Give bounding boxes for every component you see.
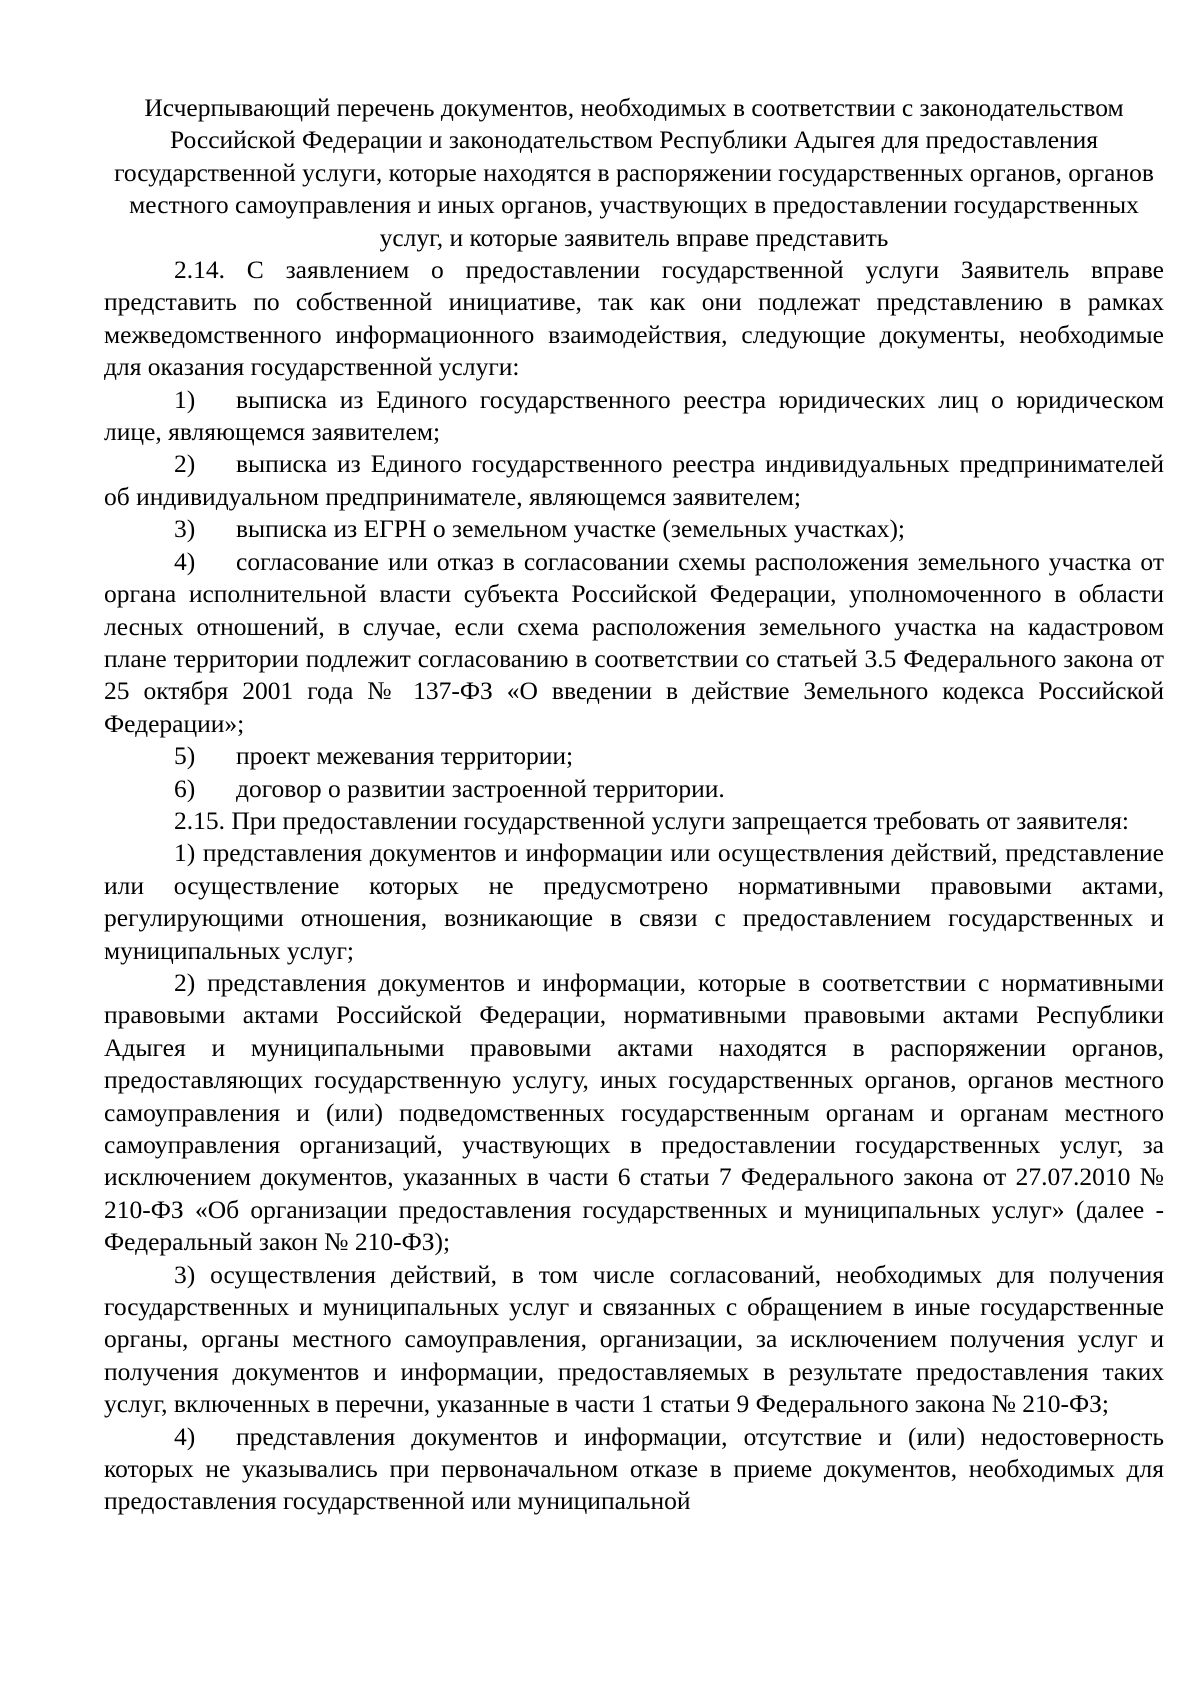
list-item	[104, 448, 1164, 513]
list-item-text: 2) представления документов и информации, которые в соответствии с нормативными правовыми актами Российской Федерации, нормативными правовыми актами Республики Адыгея и муниципальными правовыми актами находятся в распоряжении органов, предоставляющих государственную услугу, иных государственных органов, органов местного самоуправления и (или) подведомственных государственным органам и органам местного самоуправления организаций, участвующих в предоставлении государственных услуг, за исключением документов, указанных в части 6 статьи 7 Федерального закона от 27.07.2010 № 210-ФЗ «Об организации предоставления государственных и муниципальных услуг» (далее - Федеральный закон № 210-ФЗ);	[104, 967, 1164, 1257]
list-item-number: 3)	[174, 514, 196, 544]
list-item	[104, 837, 1164, 967]
list-item-text: договор о развитии застроенной территории.	[236, 773, 725, 803]
paragraph-2-15	[104, 805, 1164, 837]
section-heading-text: Исчерпывающий перечень документов, необходимых в соответствии с законодательством Российской Федерации и законодательством Республики Адыгея для предоставления государственной услуги, которые находятся в распоряжении государственных органов, органов местного самоуправления и иных органов, участвующих в предоставлении государственных услуг, и которые заявитель вправе представить	[114, 93, 1154, 252]
document-body	[104, 92, 1164, 1518]
list-item-number: 4)	[174, 1421, 196, 1451]
list-item-text: 1) представления документов и информации или осуществления действий, представление или осуществление которых не предусмотрено нормативными правовыми актами, регулирующими отношения, возникающие в связи с предоставлением государственных и муниципальных услуг;	[104, 838, 1164, 965]
list-item-number: 4)	[174, 546, 196, 576]
list-item-text: проект межевания территории;	[236, 741, 574, 771]
list-item-number: 6)	[174, 773, 196, 803]
list-item-number: 5)	[174, 741, 196, 771]
list-item	[104, 967, 1164, 1259]
list-item-text: выписка из Единого государственного реестра индивидуальных предпринимателей об индивидуальном предпринимателе, являющемся заявителем;	[104, 449, 1164, 511]
paragraph-2-14	[104, 254, 1164, 384]
list-item	[104, 740, 1164, 772]
list-item	[104, 513, 1164, 545]
paragraph-2-15-text: 2.15. При предоставлении государственной услуги запрещается требовать от заявителя:	[174, 805, 1130, 835]
section-heading	[104, 92, 1164, 254]
list-item-number: 2)	[174, 449, 196, 479]
list-item-text: представления документов и информации, отсутствие и (или) недостоверность которых не указывались при первоначальном отказе в приеме документов, необходимых для предоставления государственной или муниципальной	[104, 1421, 1164, 1516]
list-item	[104, 1421, 1164, 1518]
list-item-text: 3) осуществления действий, в том числе согласований, необходимых для получения государственных и муниципальных услуг и связанных с обращением в иные государственные органы, органы местного самоуправления, организации, за исключением получения услуг и получения документов и информации, предоставляемых в результате предоставления таких услуг, включенных в перечни, указанные в части 1 статьи 9 Федерального закона № 210-ФЗ;	[104, 1259, 1164, 1419]
list-item-text: выписка из ЕГРН о земельном участке (земельных участках);	[236, 514, 906, 544]
list-item	[104, 1259, 1164, 1421]
list-item	[104, 546, 1164, 740]
paragraph-2-14-text: 2.14. С заявлением о предоставлении государственной услуги Заявитель вправе представить по собственной инициативе, так как они подлежат представлению в рамках межведомственного информационного взаимодействия, следующие документы, необходимые для оказания государственной услуги:	[104, 255, 1164, 382]
list-item-number: 1)	[174, 384, 196, 414]
list-item	[104, 773, 1164, 805]
list-item-text: согласование или отказ в согласовании схемы расположения земельного участка от органа исполнительной власти субъекта Российской Федерации, уполномоченного в области лесных отношений, в случае, если схема расположения земельного участка на кадастровом плане территории подлежит согласованию в соответствии со статьей 3.5 Федерального закона от 25 октября 2001 года № 137-ФЗ «О введении в действие Земельного кодекса Российской Федерации»;	[104, 546, 1164, 738]
list-item-text: выписка из Единого государственного реестра юридических лиц о юридическом лице, являющемся заявителем;	[104, 384, 1164, 447]
list-item	[104, 384, 1164, 449]
